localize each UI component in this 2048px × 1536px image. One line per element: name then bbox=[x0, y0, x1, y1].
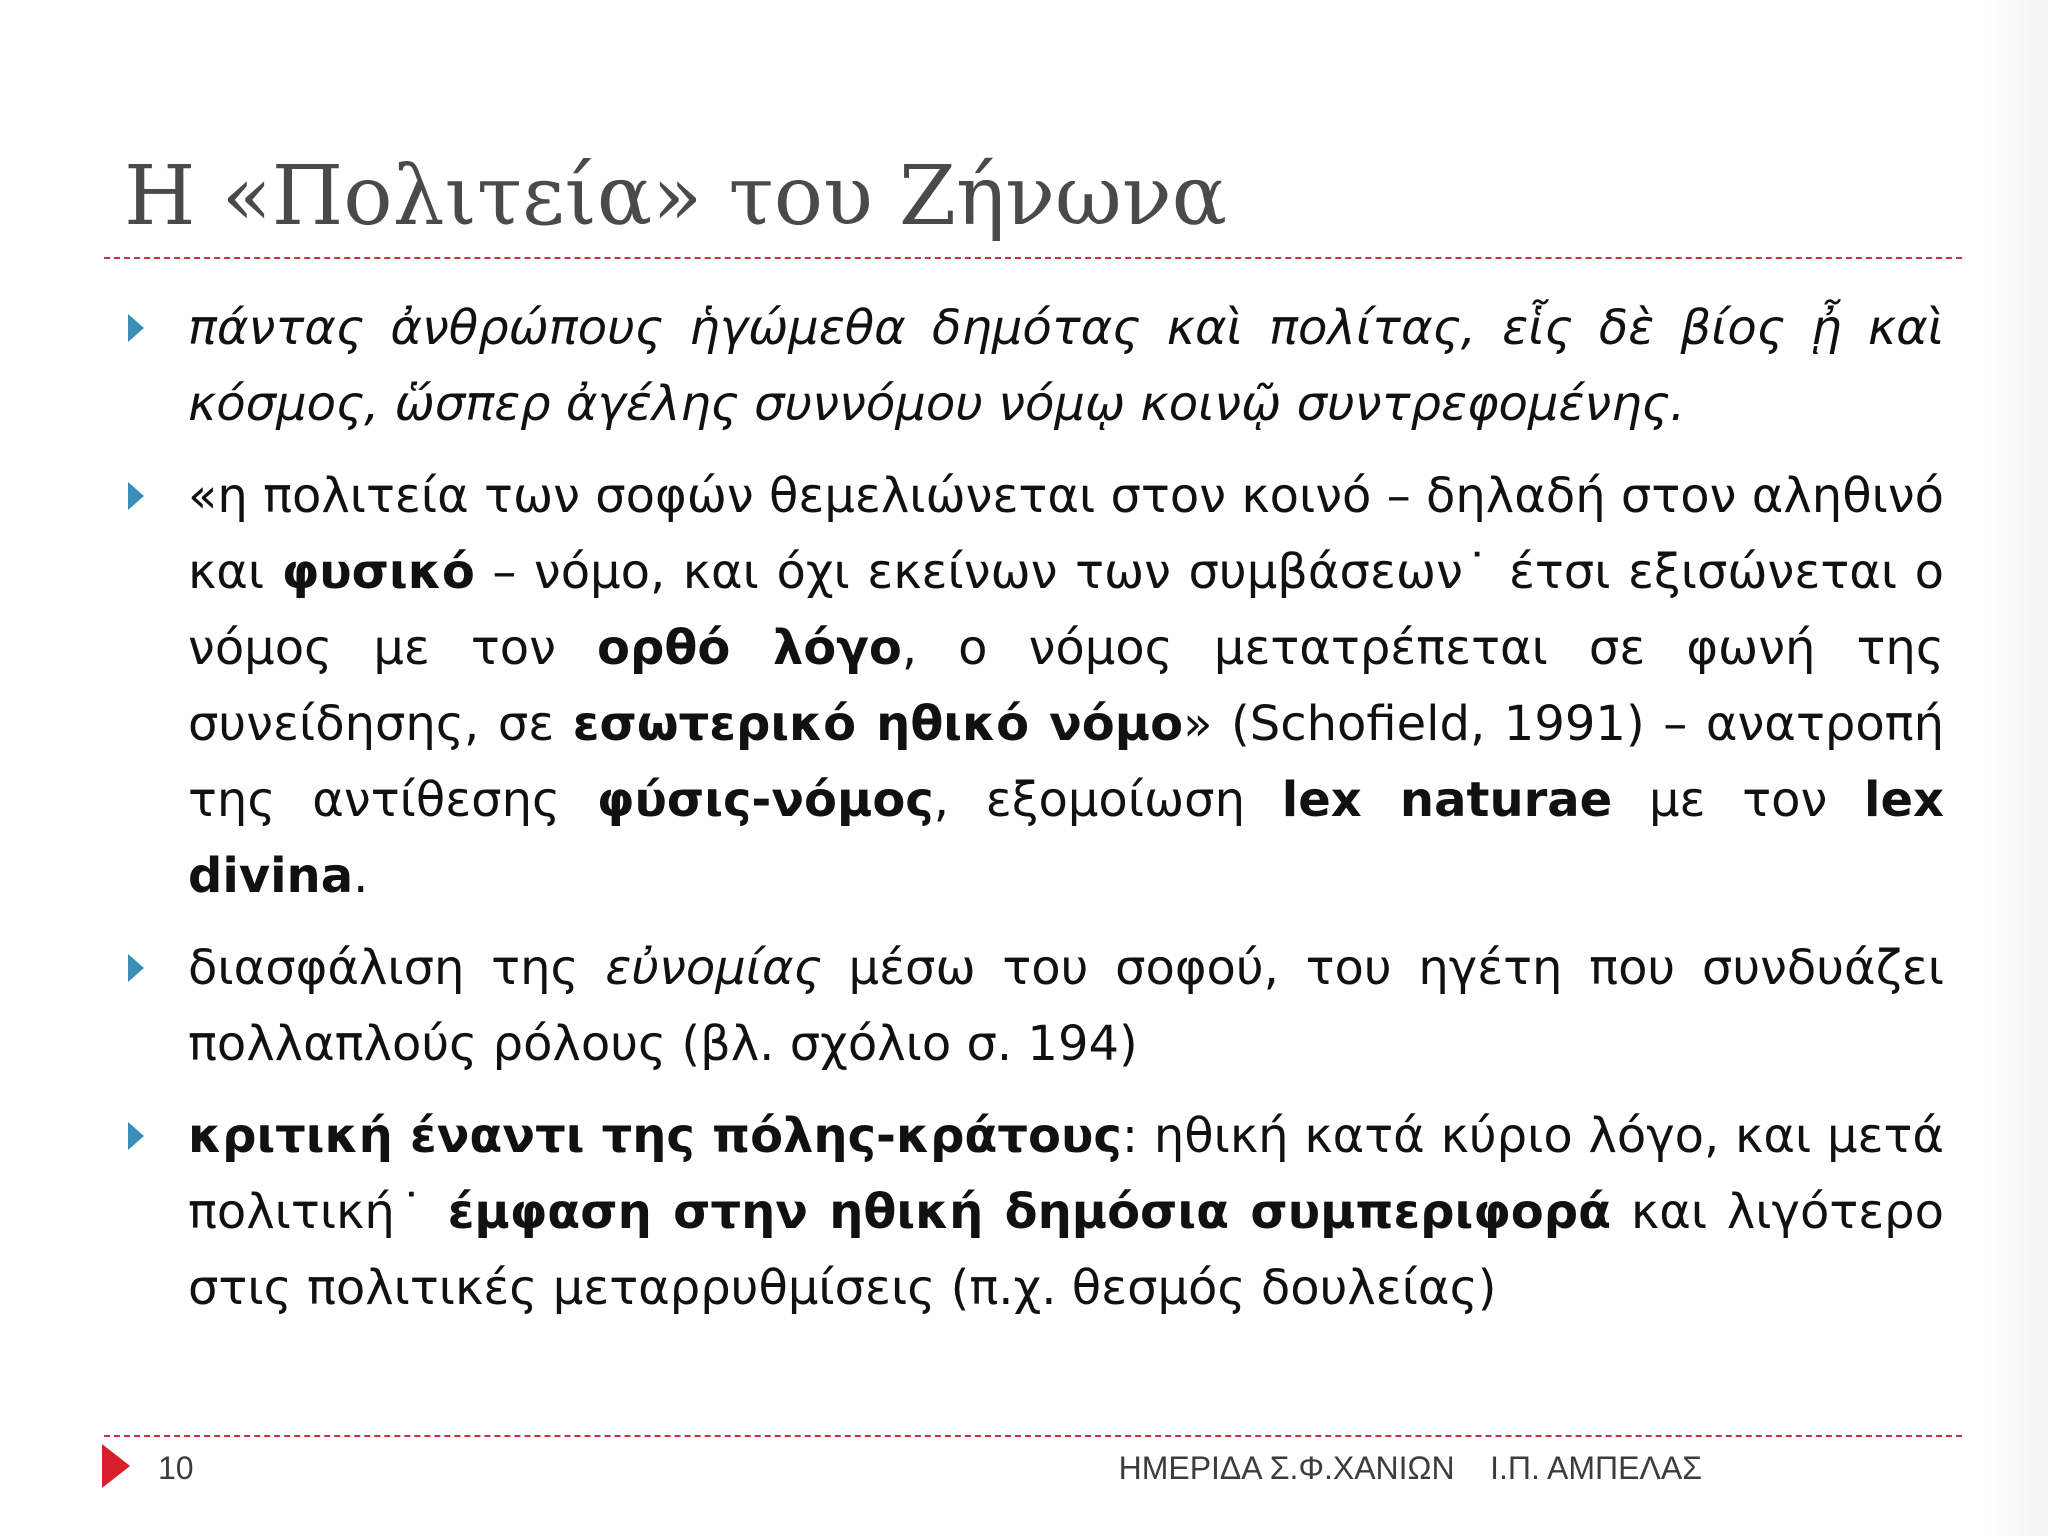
bullet-text-segment: lex divina bbox=[188, 772, 1944, 904]
bullet-arrow-icon bbox=[128, 1122, 144, 1150]
bullet-text-segment: εὐνομίας bbox=[605, 940, 822, 996]
bullet-text-segment: : ηθική κατά κύριο λόγο, και μετά πολιτική˙ bbox=[188, 1108, 1944, 1240]
bullet-text-segment: lex naturae bbox=[1281, 772, 1613, 828]
bullet-text-segment: » (Schofield, 1991) – ανατροπή της αντίθεσης bbox=[188, 696, 1944, 828]
slide-title: Η «Πολιτεία» του Ζήνωνα bbox=[124, 149, 1228, 244]
bullet-item bbox=[124, 458, 1944, 914]
bullet-text-segment: εσωτερικό ηθικό νόμο bbox=[572, 696, 1184, 752]
bullet-text-segment: φύσις-νόμος bbox=[596, 772, 934, 828]
bullet-arrow-icon bbox=[128, 314, 144, 342]
bullet-text-segment: πάντας ἀνθρώπους ἡγώμεθα δημότας καὶ πολίτας, εἷς δὲ βίος ᾖ καὶ κόσμος, ὥσπερ ἀγέλης συννόμου νόμῳ κοινῷ συντρεφομένης. bbox=[188, 300, 1944, 432]
bullet-item bbox=[124, 290, 1944, 442]
bullet-list bbox=[124, 290, 1944, 1342]
bullet-arrow-icon bbox=[128, 954, 144, 982]
bullet-text-segment: μέσω του σοφού, του ηγέτη που συνδυάζει πολλαπλούς ρόλους (βλ. σχόλιο σ. 194) bbox=[188, 940, 1944, 1072]
bullet-arrow-icon bbox=[128, 482, 144, 510]
bullet-text-segment: και λιγότερο στις πολιτικές μεταρρυθμίσεις (π.χ. θεσμός δουλείας) bbox=[188, 1184, 1945, 1316]
title-divider bbox=[104, 257, 1962, 259]
bullet-text-segment: , ο νόμος μετατρέπεται σε φωνή της συνείδησης, σε bbox=[188, 620, 1945, 752]
bullet-text-segment: διασφάλιση της bbox=[188, 940, 606, 996]
bullet-text-segment: με τον bbox=[1612, 772, 1865, 828]
page-edge-shadow bbox=[1988, 0, 2048, 1536]
footer-divider bbox=[104, 1435, 1962, 1437]
page-number: 10 bbox=[158, 1450, 194, 1486]
footer-event: ΗΜΕΡΙΔΑ Σ.Φ.ΧΑΝΙΩΝ bbox=[1118, 1450, 1455, 1486]
bullet-text-segment: . bbox=[353, 848, 369, 904]
bullet-item bbox=[124, 1098, 1944, 1326]
footer-author: Ι.Π. ΑΜΠΕΛΑΣ bbox=[1490, 1450, 1702, 1486]
bullet-item bbox=[124, 930, 1944, 1082]
bullet-text-segment: «η πολιτεία των σοφών θεμελιώνεται στον κοινό – δηλαδή στον αληθινό και bbox=[188, 468, 1944, 600]
bullet-text-segment: , εξομοίωση bbox=[933, 772, 1282, 828]
bullet-text-segment: ορθό λόγο bbox=[597, 620, 902, 676]
footer-triangle-icon bbox=[102, 1444, 130, 1488]
footer-credits bbox=[1119, 1448, 1702, 1488]
bullet-text-segment: έμφαση στην ηθική δημόσια συμπεριφορά bbox=[447, 1184, 1612, 1240]
bullet-text-segment: κριτική έναντι της πόλης-κράτους bbox=[188, 1108, 1122, 1164]
bullet-text-segment: – νόμο, και όχι εκείνων των συμβάσεων˙ έτσι εξισώνεται ο νόμος με τον bbox=[188, 544, 1944, 676]
bullet-text-segment: φυσικό bbox=[281, 544, 475, 600]
